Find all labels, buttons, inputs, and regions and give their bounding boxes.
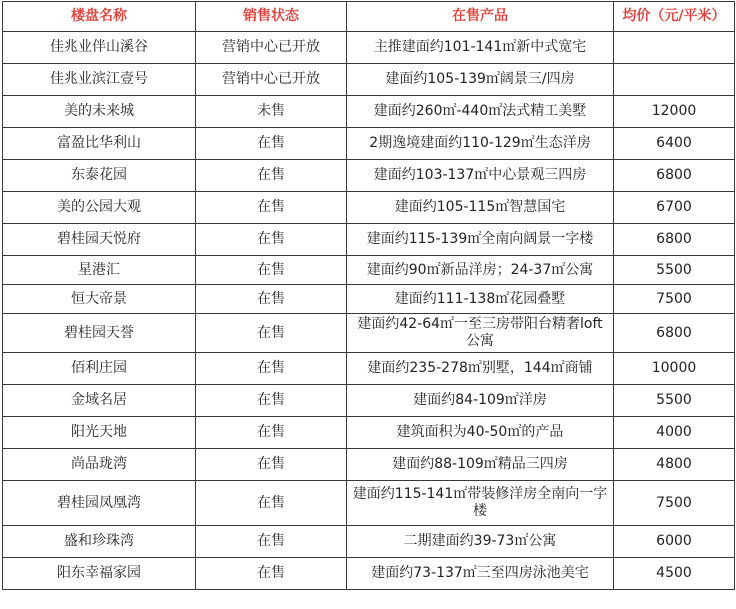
cell-price: 6800 bbox=[614, 160, 735, 192]
cell-product: 二期建面约39-73㎡公寓 bbox=[347, 526, 614, 558]
cell-price: 4000 bbox=[614, 417, 735, 449]
cell-status: 未售 bbox=[196, 96, 347, 128]
cell-product: 建面约90㎡新品洋房；24-37㎡公寓 bbox=[347, 256, 614, 285]
cell-price: 4500 bbox=[614, 558, 735, 590]
cell-name: 佳兆业滨江壹号 bbox=[3, 64, 196, 96]
cell-name: 美的公园大观 bbox=[3, 192, 196, 224]
cell-name: 佰利庄园 bbox=[3, 353, 196, 385]
cell-name: 富盈比华利山 bbox=[3, 128, 196, 160]
table-row bbox=[3, 64, 735, 96]
table-header-row bbox=[3, 2, 735, 32]
table-row bbox=[3, 192, 735, 224]
cell-name: 阳东幸福家园 bbox=[3, 558, 196, 590]
cell-price: 6800 bbox=[614, 224, 735, 256]
cell-status: 在售 bbox=[196, 385, 347, 417]
table-row bbox=[3, 256, 735, 285]
cell-product: 2期逸境建面约110-129㎡生态洋房 bbox=[347, 128, 614, 160]
cell-status: 在售 bbox=[196, 224, 347, 256]
cell-name: 金域名居 bbox=[3, 385, 196, 417]
cell-name: 碧桂园天悦府 bbox=[3, 224, 196, 256]
header-property-name: 楼盘名称 bbox=[3, 2, 196, 32]
cell-price bbox=[614, 64, 735, 96]
header-avg-price: 均价（元/平米） bbox=[614, 2, 735, 32]
table-row bbox=[3, 32, 735, 64]
cell-name: 盛和珍珠湾 bbox=[3, 526, 196, 558]
cell-product: 建面约105-139㎡阔景三/四房 bbox=[347, 64, 614, 96]
cell-product: 建面约115-139㎡全南向阔景一字楼 bbox=[347, 224, 614, 256]
cell-price: 6800 bbox=[614, 314, 735, 353]
cell-status: 在售 bbox=[196, 160, 347, 192]
cell-status: 营销中心已开放 bbox=[196, 32, 347, 64]
table-row bbox=[3, 449, 735, 481]
table-row bbox=[3, 96, 735, 128]
cell-product: 建面约42-64㎡一至三房带阳台精奢loft公寓 bbox=[347, 314, 614, 353]
cell-price: 6700 bbox=[614, 192, 735, 224]
cell-price: 7500 bbox=[614, 285, 735, 314]
cell-name: 碧桂园天誉 bbox=[3, 314, 196, 353]
cell-product: 建面约84-109㎡洋房 bbox=[347, 385, 614, 417]
cell-status: 在售 bbox=[196, 128, 347, 160]
cell-status: 在售 bbox=[196, 256, 347, 285]
cell-status: 在售 bbox=[196, 192, 347, 224]
cell-name: 恒大帝景 bbox=[3, 285, 196, 314]
cell-name: 尚品珑湾 bbox=[3, 449, 196, 481]
cell-status: 在售 bbox=[196, 526, 347, 558]
cell-price: 10000 bbox=[614, 353, 735, 385]
cell-product: 建面约103-137㎡中心景观三四房 bbox=[347, 160, 614, 192]
table-row bbox=[3, 385, 735, 417]
cell-product: 建面约88-109㎡精品三四房 bbox=[347, 449, 614, 481]
cell-status: 在售 bbox=[196, 558, 347, 590]
cell-price: 4800 bbox=[614, 449, 735, 481]
cell-name: 阳光天地 bbox=[3, 417, 196, 449]
cell-name: 佳兆业伴山溪谷 bbox=[3, 32, 196, 64]
table-row bbox=[3, 285, 735, 314]
cell-name: 碧桂园凤凰湾 bbox=[3, 481, 196, 526]
cell-name: 星港汇 bbox=[3, 256, 196, 285]
cell-price: 6400 bbox=[614, 128, 735, 160]
table-row bbox=[3, 481, 735, 526]
cell-status: 在售 bbox=[196, 353, 347, 385]
table-row bbox=[3, 526, 735, 558]
table-row bbox=[3, 353, 735, 385]
cell-product: 建筑面积为40-50㎡的产品 bbox=[347, 417, 614, 449]
table-row bbox=[3, 128, 735, 160]
cell-product: 建面约105-115㎡智慧国宅 bbox=[347, 192, 614, 224]
cell-price: 12000 bbox=[614, 96, 735, 128]
table-row bbox=[3, 417, 735, 449]
table-row bbox=[3, 224, 735, 256]
property-table bbox=[2, 1, 735, 590]
cell-price: 5500 bbox=[614, 385, 735, 417]
cell-product: 建面约111-138㎡花园叠墅 bbox=[347, 285, 614, 314]
header-product: 在售产品 bbox=[347, 2, 614, 32]
cell-status: 营销中心已开放 bbox=[196, 64, 347, 96]
cell-name: 美的未来城 bbox=[3, 96, 196, 128]
table-row bbox=[3, 314, 735, 353]
cell-status: 在售 bbox=[196, 449, 347, 481]
cell-product: 建面约235-278㎡别墅，144㎡商铺 bbox=[347, 353, 614, 385]
cell-price bbox=[614, 32, 735, 64]
table-row bbox=[3, 160, 735, 192]
cell-status: 在售 bbox=[196, 417, 347, 449]
cell-name: 东泰花园 bbox=[3, 160, 196, 192]
cell-product: 建面约115-141㎡带装修洋房全南向一字楼 bbox=[347, 481, 614, 526]
cell-price: 7500 bbox=[614, 481, 735, 526]
cell-status: 在售 bbox=[196, 314, 347, 353]
header-sales-status: 销售状态 bbox=[196, 2, 347, 32]
cell-status: 在售 bbox=[196, 285, 347, 314]
cell-product: 建面约73-137㎡三至四房泳池美宅 bbox=[347, 558, 614, 590]
cell-status: 在售 bbox=[196, 481, 347, 526]
cell-product: 建面约260㎡-440㎡法式精工美墅 bbox=[347, 96, 614, 128]
cell-price: 5500 bbox=[614, 256, 735, 285]
cell-product: 主推建面约101-141㎡新中式宽宅 bbox=[347, 32, 614, 64]
table-row bbox=[3, 558, 735, 590]
cell-price: 6000 bbox=[614, 526, 735, 558]
